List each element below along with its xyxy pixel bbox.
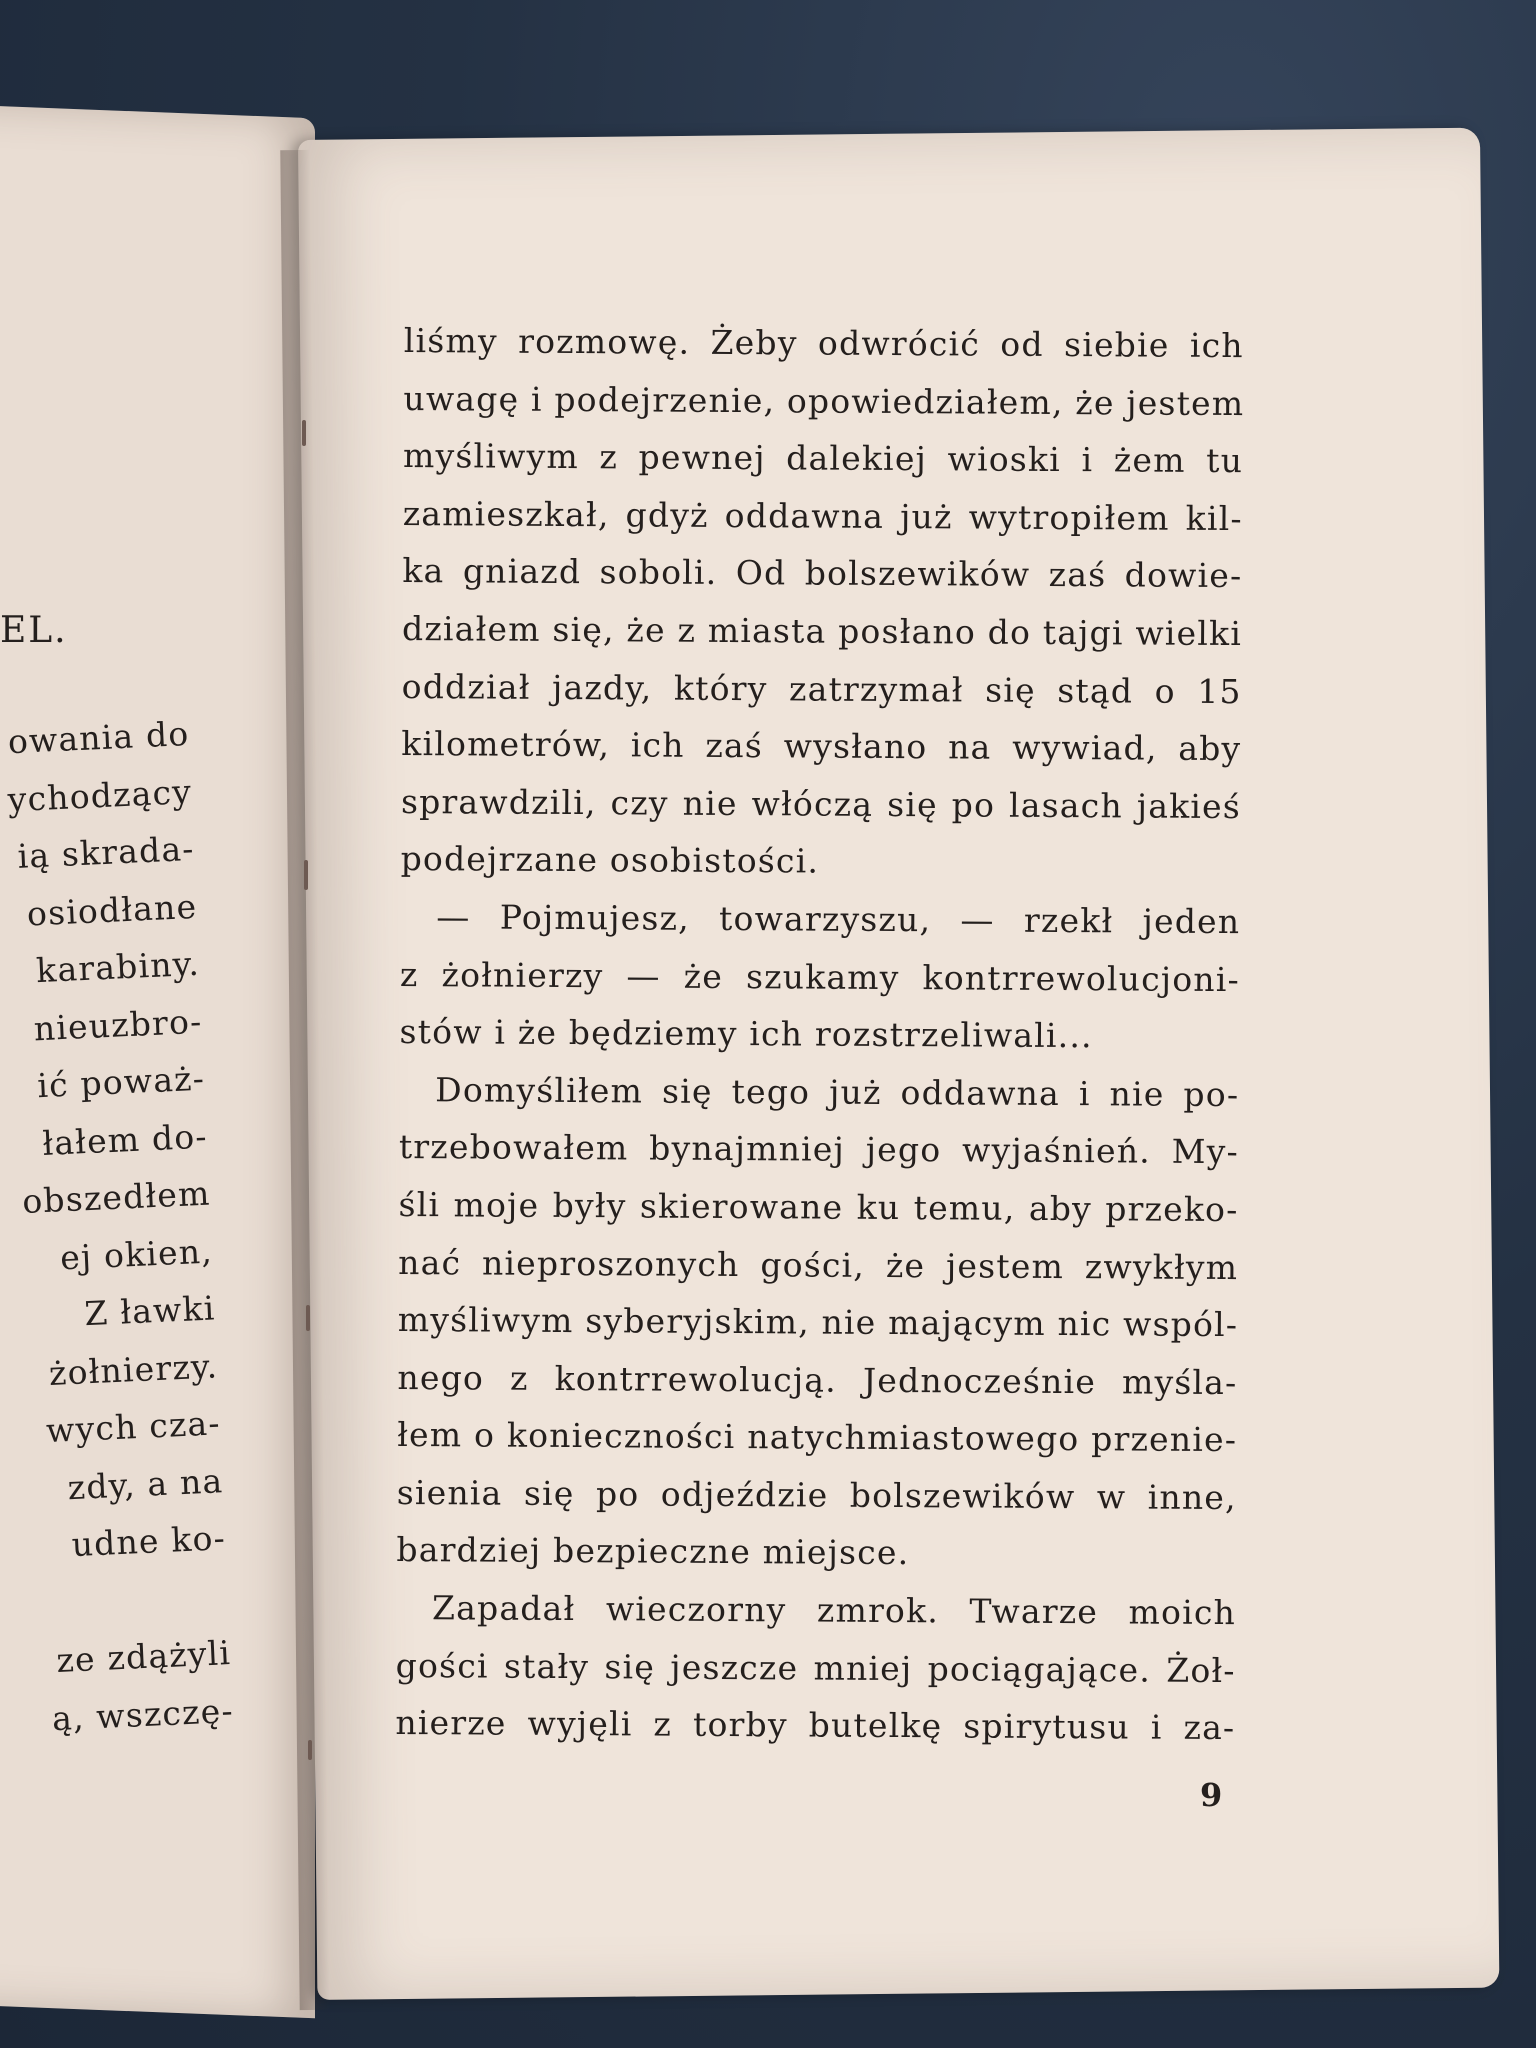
text-line: sienia się po odjeździe bolszewików w inne,	[396, 1472, 1237, 1517]
text-line: zamieszkał, gdyż oddawna już wytropiłem kil-	[402, 493, 1243, 538]
left-page-heading: EL.	[0, 610, 68, 651]
text-line: uwagę i podejrzenie, opowiedziałem, że jestem	[403, 378, 1245, 423]
left-text-line: ze zdążyli	[55, 1633, 232, 1680]
left-text-line: ychodzący	[6, 771, 193, 819]
left-page-text-clip	[0, 0, 235, 2048]
text-line: z żołnierzy — że szukamy kontrrewolucjoni-	[399, 954, 1241, 999]
text-line: ka gniazd soboli. Od bolszewików zaś dowie-	[402, 551, 1243, 596]
text-line: kilometrów, ich zaś wysłano na wywiad, aby	[401, 724, 1242, 769]
text-line: myśliwym syberyjskim, nie mającym nic wspól-	[397, 1300, 1239, 1345]
left-text-line: ić poważ-	[36, 1058, 206, 1106]
left-text-line: karabiny.	[35, 943, 201, 991]
left-text-line: udne ko-	[70, 1518, 227, 1565]
left-text-line: owania do	[7, 713, 191, 762]
binding-stitch	[304, 860, 308, 890]
text-line: gości stały się jeszcze mniej pociągające. Żoł-	[395, 1645, 1236, 1690]
binding-stitch	[302, 420, 306, 446]
text-line: oddział jazdy, który zatrzymał się stąd o 15	[401, 666, 1242, 711]
right-page-text	[395, 312, 1244, 1757]
left-text-line: nieuzbro-	[32, 1001, 204, 1048]
left-text-line: żołnierzy.	[48, 1345, 219, 1393]
text-line: działem się, że z miasta posłano do tajgi wielki	[401, 608, 1243, 654]
text-line: trzebowałem bynajmniej jego wyjaśnień. My-	[398, 1127, 1240, 1172]
left-text-line: ej okien,	[59, 1230, 214, 1277]
text-line: sprawdzili, czy nie włóczą się po lasach jakieś	[400, 781, 1242, 826]
text-line: Zapadał wieczorny zmrok. Twarze moich	[431, 1588, 1237, 1633]
left-text-line: Z ławki	[83, 1288, 217, 1334]
text-line: stów i że będziemy ich rozstrzeliwali...	[399, 1012, 1093, 1056]
text-line: podejrzane osobistości.	[400, 839, 820, 881]
text-line: nać nieproszonych gości, że jestem zwykłym	[398, 1242, 1239, 1287]
left-text-line: łałem do-	[41, 1116, 209, 1163]
binding-stitch	[306, 1305, 310, 1331]
left-text-line: zdy, a na	[66, 1460, 225, 1507]
binding-stitch	[308, 1740, 312, 1760]
left-text-line: ą, wszczę-	[51, 1690, 235, 1738]
left-text-line: ią skrada-	[16, 828, 196, 876]
text-line: bardziej bezpieczne miejsce.	[396, 1530, 910, 1573]
text-line: Domyśliłem się tego już oddawna i nie po-	[435, 1069, 1240, 1114]
left-text-line: osiodłane	[26, 886, 199, 933]
text-line: liśmy rozmowę. Żeby odwrócić od siebie ich	[403, 320, 1244, 366]
text-line: myśliwym z pewnej dalekiej wioski i żem tu	[403, 436, 1244, 481]
text-line: nierze wyjęli z torby butelkę spirytusu i za-	[395, 1703, 1236, 1748]
text-line: łem o konieczności natychmiastowego przenie-	[397, 1415, 1238, 1460]
left-text-line	[39, 1567, 229, 1633]
text-line: nego z kontrrewolucją. Jednocześnie myśla-	[397, 1357, 1238, 1402]
page-number: 9	[1200, 1776, 1223, 1814]
left-text-line: obszedłem	[21, 1173, 212, 1222]
text-line: śli moje były skierowane ku temu, aby przeko-	[398, 1184, 1239, 1230]
text-line: — Pojmujesz, towarzyszu, — rzekł jeden	[436, 897, 1241, 942]
left-text-line: wych cza-	[45, 1403, 222, 1451]
